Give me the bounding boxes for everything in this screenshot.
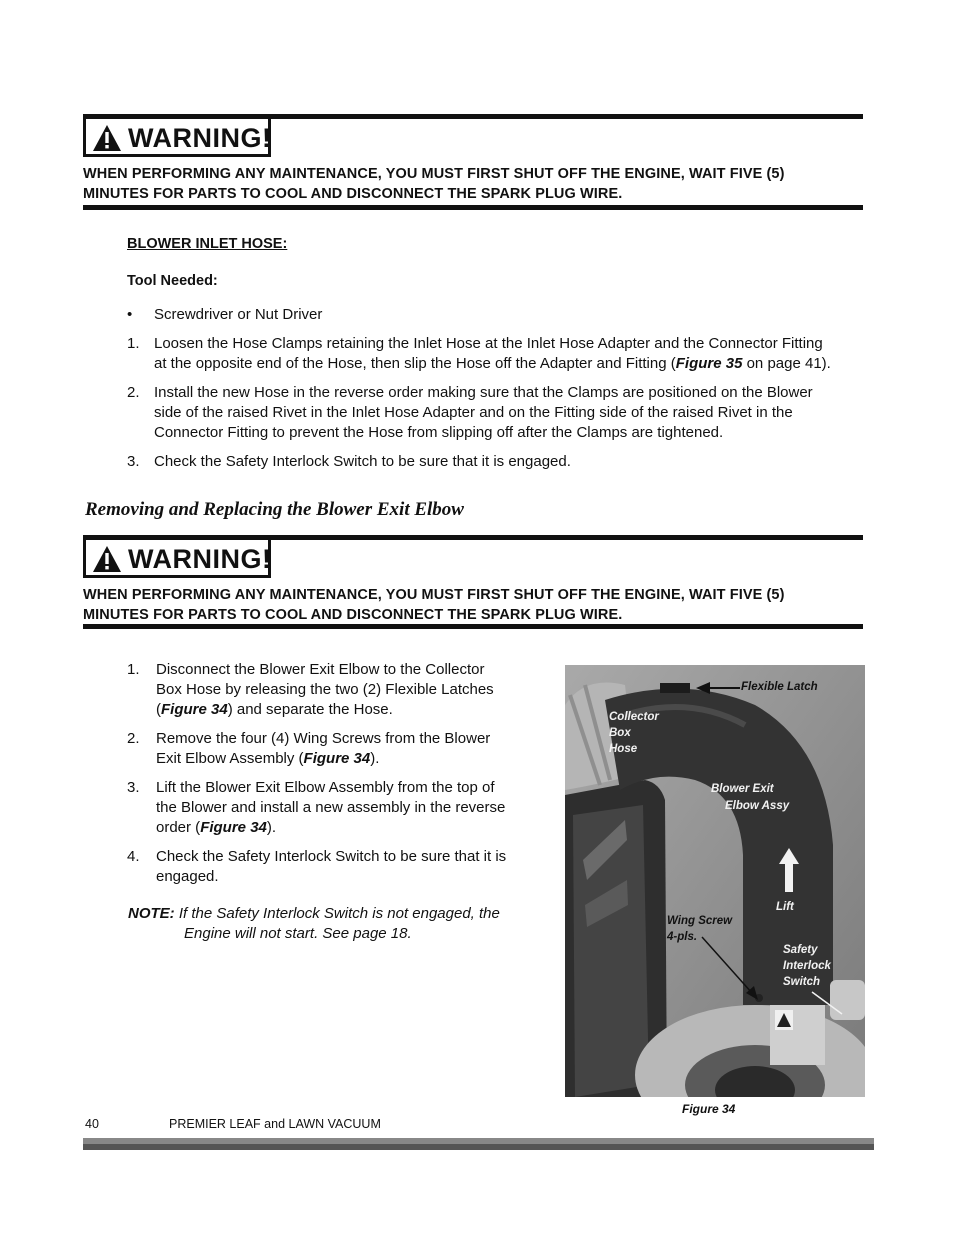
note: [128, 904, 548, 944]
warning-bottom-rule: [83, 624, 863, 629]
label-collector: Collector: [609, 711, 659, 723]
flexible-latch-arrow-icon: [696, 680, 740, 696]
warning-box-2: [83, 535, 863, 631]
bullet-text: Screwdriver or Nut Driver: [154, 306, 323, 323]
label-lift: Lift: [776, 901, 794, 913]
label-switch: Switch: [783, 976, 821, 988]
inlet-step-3: [127, 452, 862, 472]
step-line: Lift the Blower Exit Elbow Assembly from the top of: [156, 779, 495, 796]
step-line: (: [156, 701, 161, 718]
label-hose: Hose: [609, 743, 638, 755]
label-interlock: Interlock: [783, 960, 831, 972]
step-line: Disconnect the Blower Exit Elbow to the Collector: [156, 661, 485, 678]
wing-screw-arrow-icon: [700, 935, 760, 1001]
step-number: 1.: [127, 335, 140, 352]
inlet-title: BLOWER INLET HOSE:: [127, 236, 288, 252]
note-line-2: Engine will not start. See page 18.: [184, 925, 412, 942]
warning-text: [83, 164, 863, 204]
footer-rule-dark: [83, 1144, 874, 1150]
step-line-tail: ) and separate the Hose.: [227, 701, 393, 718]
footer-title: PREMIER LEAF and LAWN VACUUM: [169, 1117, 381, 1131]
step-line: Connector Fitting to prevent the Hose from slipping off after the Clamps are tightened.: [154, 424, 724, 441]
step-number: 2.: [127, 384, 140, 401]
label-box: Box: [609, 727, 631, 739]
step-line: Exit Elbow Assembly (: [156, 750, 304, 767]
step-line: engaged.: [156, 868, 219, 885]
step-line: Install the new Hose in the reverse order making sure that the Clamps are positioned on the Blower: [154, 384, 813, 401]
step-line: the Blower and install a new assembly in the reverse: [156, 799, 506, 816]
bullet-dot: •: [127, 306, 133, 323]
figure-ref: Figure 34: [161, 701, 228, 718]
step-line: Check the Safety Interlock Switch to be sure that it is engaged.: [154, 453, 571, 470]
warning-box-1: [83, 114, 863, 210]
warning-label: WARNING!: [128, 544, 272, 574]
warning-bottom-rule: [83, 205, 863, 210]
label-wing-screw: Wing Screw: [667, 915, 733, 927]
step-number: 1.: [127, 661, 140, 678]
label-flexible-latch: Flexible Latch: [741, 681, 818, 693]
page-number: 40: [85, 1117, 99, 1131]
lift-arrow-icon: [778, 848, 800, 892]
step-line: order (: [156, 819, 201, 836]
warning-triangle-icon: [92, 123, 122, 153]
figure-ref: Figure 35: [675, 355, 743, 372]
section-heading: Removing and Replacing the Blower Exit Elbow: [85, 499, 464, 520]
label-4-pls: 4-pls.: [667, 931, 698, 943]
step-line: at the opposite end of the Hose, then slip the Hose off the Adapter and Fitting (: [154, 355, 676, 372]
step-number: 2.: [127, 730, 140, 747]
label-blower-exit: Blower Exit: [711, 783, 774, 795]
step-number: 3.: [127, 453, 140, 470]
warning-text: [83, 585, 863, 625]
elbow-step-3: [127, 778, 547, 838]
step-line: Check the Safety Interlock Switch to be sure that it is: [156, 848, 507, 865]
warning-text-line-1: WHEN PERFORMING ANY MAINTENANCE, YOU MUST FIRST SHUT OFF THE ENGINE, WAIT FIVE (5): [83, 587, 785, 603]
warning-text-line-2: MINUTES FOR PARTS TO COOL AND DISCONNECT THE SPARK PLUG WIRE.: [83, 186, 623, 202]
warning-text-line-1: WHEN PERFORMING ANY MAINTENANCE, YOU MUST FIRST SHUT OFF THE ENGINE, WAIT FIVE (5): [83, 166, 785, 182]
safety-switch-arrow-icon: [810, 990, 850, 1020]
label-safety: Safety: [783, 944, 818, 956]
label-elbow-assy: Elbow Assy: [725, 800, 790, 812]
step-line: Remove the four (4) Wing Screws from the Blower: [156, 730, 491, 747]
elbow-step-1: [127, 660, 547, 720]
note-line-1: If the Safety Interlock Switch is not engaged, the: [174, 905, 500, 922]
inlet-step-2: [127, 383, 862, 443]
figure-ref: Figure 34: [303, 750, 371, 767]
note-label: NOTE:: [128, 905, 175, 922]
step-line: Loosen the Hose Clamps retaining the Inlet Hose at the Inlet Hose Adapter and the Connector Fitting: [154, 335, 823, 352]
inlet-step-1: [127, 334, 862, 374]
warning-label: WARNING!: [128, 123, 272, 153]
elbow-step-2: [127, 729, 547, 769]
tool-needed-label: Tool Needed:: [127, 273, 218, 289]
warning-badge: [83, 540, 271, 578]
step-line-tail: on page 41).: [742, 355, 831, 372]
step-line-tail: ).: [370, 750, 380, 767]
step-line-tail: ).: [266, 819, 277, 836]
warning-triangle-icon: [92, 544, 122, 574]
warning-text-line-2: MINUTES FOR PARTS TO COOL AND DISCONNECT THE SPARK PLUG WIRE.: [83, 607, 623, 623]
step-line: side of the raised Rivet in the Inlet Hose Adapter and on the Fitting side of the raised Rivet in the: [154, 404, 793, 421]
step-number: 3.: [127, 779, 140, 796]
step-number: 4.: [127, 848, 140, 865]
warning-badge: [83, 119, 271, 157]
figure-ref: Figure 34: [200, 819, 267, 836]
step-line: Box Hose by releasing the two (2) Flexible Latches: [156, 681, 494, 698]
elbow-step-4: [127, 847, 547, 887]
figure-caption: Figure 34: [682, 1102, 736, 1116]
